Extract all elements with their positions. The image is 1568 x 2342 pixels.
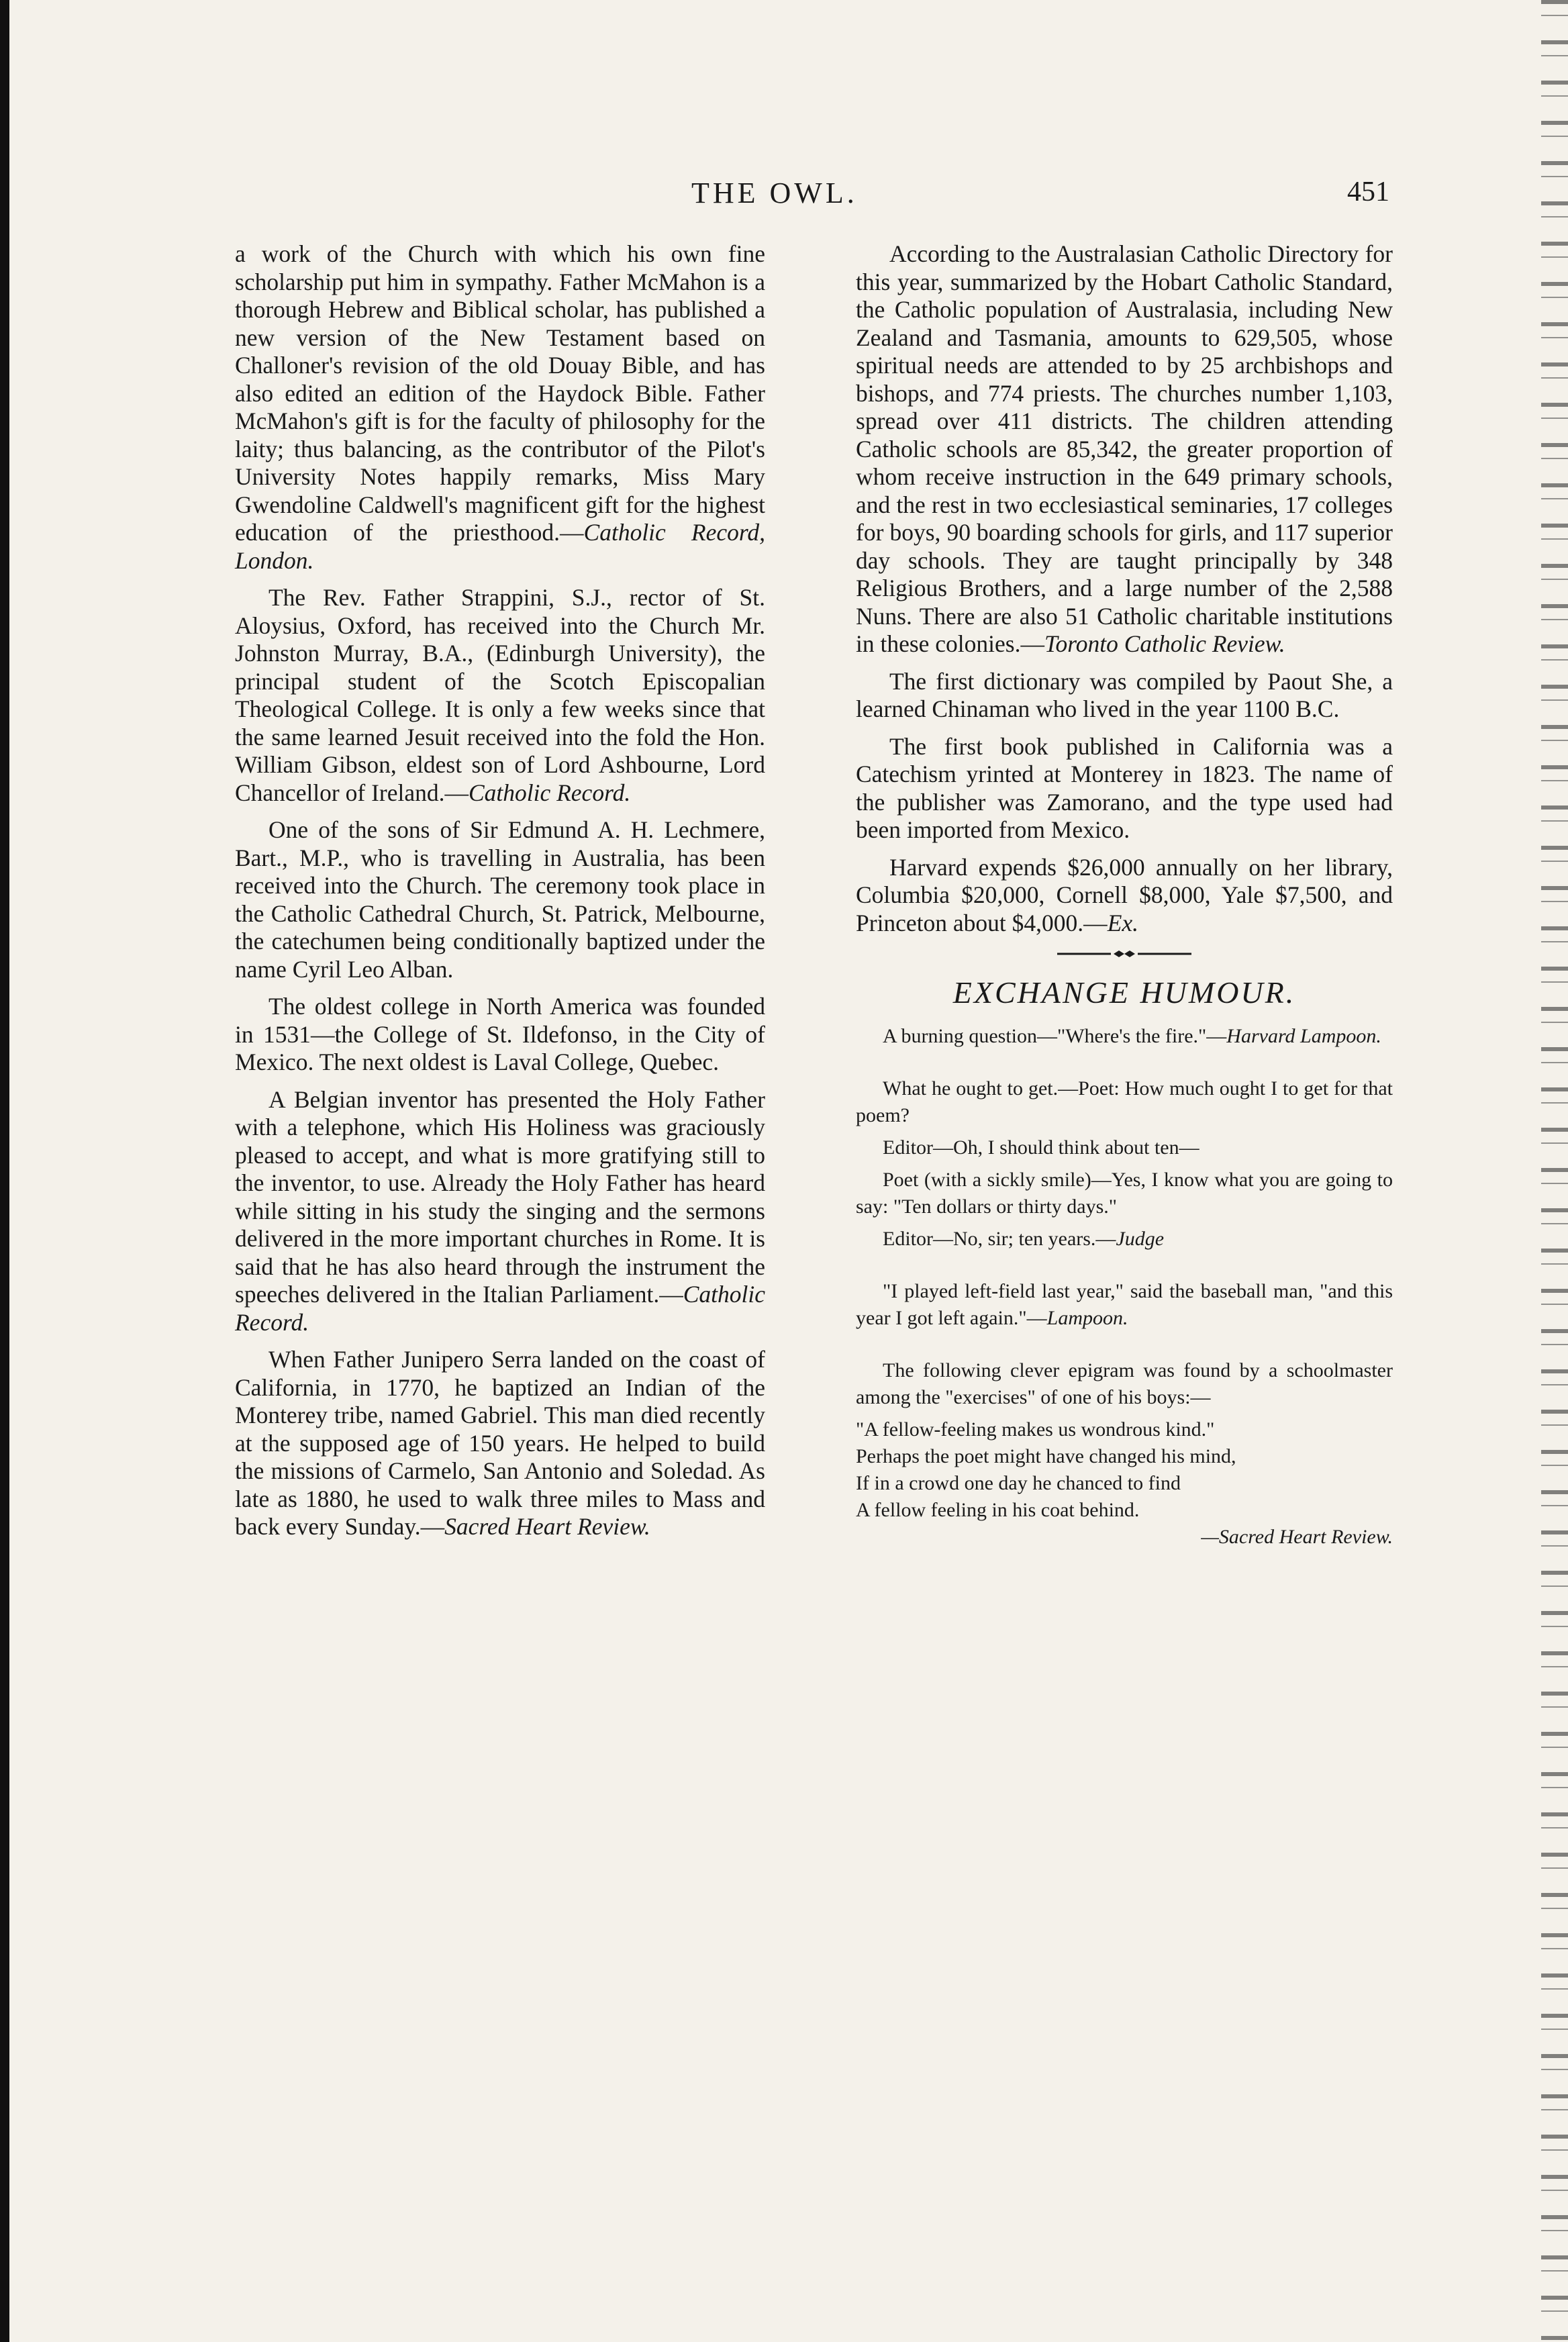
- humour-section: [856, 1023, 1393, 1551]
- left-column: [235, 240, 765, 1551]
- verse-line: "A fellow-feeling makes us wondrous kind.": [856, 1418, 1215, 1441]
- verse-line: If in a crowd one day he chanced to find: [856, 1471, 1181, 1494]
- source-credit: Sacred Heart Review.: [444, 1513, 650, 1540]
- page-number: 451: [1347, 177, 1389, 207]
- paragraph: When Father Junipero Serra landed on the coast of California, in 1770, he baptized an Indian of the Monterey tribe, named Gabriel. This man died recently at the supposed age of 150 years. He helped to build the missions of Carmelo, San Antonio and Soledad. As late as 1880, he used to walk three miles to Mass and back every Sunday.—Sacred Heart Review.: [235, 1346, 765, 1540]
- paragraph: The first book published in California was a Catechism yrinted at Monterey in 1823. The name of the publisher was Zamorano, and the type used had been imported from Mexico.: [856, 732, 1393, 843]
- source-credit: Catholic Record.: [235, 1281, 765, 1336]
- paragraph: Harvard expends $26,000 annually on her library, Columbia $20,000, Cornell $8,000, Yale $7,500, and Princeton about $4,000.—Ex.: [856, 853, 1393, 936]
- source-credit: Lampoon.: [1046, 1306, 1128, 1329]
- paragraph: The Rev. Father Strappini, S.J., rector of St. Aloysius, Oxford, has received into the Church Mr. Johnston Murray, B.A., (Edinburgh University), the principal student of the Scotch Episcopalian Theological College. It is only a few weeks since that the same learned Jesuit received into the fold the Hon. William Gibson, eldest son of Lord Ashbourne, Lord Chancellor of Ireland.—Catholic Record.: [235, 584, 765, 806]
- source-credit: —Sacred Heart Review.: [1201, 1525, 1393, 1548]
- verse-line: A fellow feeling in his coat behind.: [856, 1498, 1140, 1521]
- source-credit: Toronto Catholic Review.: [1044, 630, 1285, 657]
- source-credit: Judge: [1116, 1227, 1165, 1250]
- humour-item: Editor—No, sir; ten years.—Judge: [883, 1227, 1165, 1250]
- running-title: THE OWL.: [691, 177, 858, 209]
- page-header: [235, 176, 1389, 216]
- section-divider-ornament: [856, 949, 1393, 959]
- humour-item: Editor—Oh, I should think about ten—: [883, 1136, 1199, 1159]
- section-heading: EXCHANGE HUMOUR.: [952, 975, 1296, 1010]
- page-edge-right: [1541, 0, 1568, 2342]
- page-edge-shadow: [0, 0, 9, 2342]
- paragraph: A Belgian inventor has presented the Holy Father with a telephone, which His Holiness was graciously pleased to accept, and what is more gratifying still to the inventor, to use. Already the Holy Father has heard while sitting in his study the singing and the sermons delivered in the more important churches in Rome. It is said that he has also heard through the instrument the speeches delivered in the Italian Parliament.—Catholic Record.: [235, 1085, 765, 1336]
- source-credit: Catholic Record.: [468, 779, 631, 806]
- humour-item: A burning question—"Where's the fire."—Harvard Lampoon.: [883, 1024, 1381, 1047]
- source-credit: Catholic Record, London.: [235, 519, 765, 574]
- paragraph: The first dictionary was compiled by Paout She, a learned Chinaman who lived in the year 1100 B.C.: [856, 667, 1393, 722]
- paragraph: One of the sons of Sir Edmund A. H. Lechmere, Bart., M.P., who is travelling in Australia, has been received into the Church. The ceremony took place in the Catholic Cathedral Church, St. Patrick, Melbourne, the catechumen being conditionally baptized under the name Cyril Leo Alban.: [235, 816, 765, 983]
- humour-item: Poet (with a sickly smile)—Yes, I know what you are going to say: "Ten dollars or thirty days.": [856, 1168, 1393, 1218]
- humour-item: What he ought to get.—Poet: How much ought I to get for that poem?: [856, 1077, 1393, 1126]
- humour-item: The following clever epigram was found by a schoolmaster among the "exercises" of one of his boys:—: [856, 1359, 1393, 1408]
- paragraph: a work of the Church with which his own fine scholarship put him in sympathy. Father McMahon is a thorough Hebrew and Biblical scholar, has published a new version of the New Testament based on Challoner's revision of the old Douay Bible, and has also edited an edition of the Haydock Bible. Father McMahon's gift is for the faculty of philosophy for the laity; thus balancing, as the contributor of the Pilot's University Notes happily remarks, Miss Mary Gwendoline Caldwell's magnificent gift for the highest education of the priesthood.—Catholic Record, London.: [235, 240, 765, 574]
- source-credit: Harvard Lampoon.: [1226, 1024, 1381, 1047]
- humour-item: "I played left-field last year," said the baseball man, "and this year I got left again."—Lampoon.: [856, 1279, 1393, 1329]
- verse-line: Perhaps the poet might have changed his mind,: [856, 1445, 1236, 1467]
- paragraph: According to the Australasian Catholic Directory for this year, summarized by the Hobart Catholic Standard, the Catholic population of Australasia, including New Zealand and Tasmania, amounts to 629,505, whose spiritual needs are attended to by 25 archbishops and bishops, and 774 priests. The churches number 1,103, spread over 411 districts. The children attending Catholic schools are 85,342, the greater proportion of whom receive instruction in the 649 primary schools, and the rest in two ecclesiastical seminaries, 17 colleges for boys, 90 boarding schools for girls, and 117 superior day schools. They are taught principally by 348 Religious Brothers, and a large number of the 2,588 Nuns. There are also 51 Catholic charitable institutions in these colonies.—Toronto Catholic Review.: [856, 240, 1393, 657]
- paragraph: The oldest college in North America was founded in 1531—the College of St. Ildefonso, in the City of Mexico. The next oldest is Laval College, Quebec.: [235, 993, 765, 1075]
- source-credit: Ex.: [1107, 909, 1139, 936]
- right-column: [856, 240, 1393, 1556]
